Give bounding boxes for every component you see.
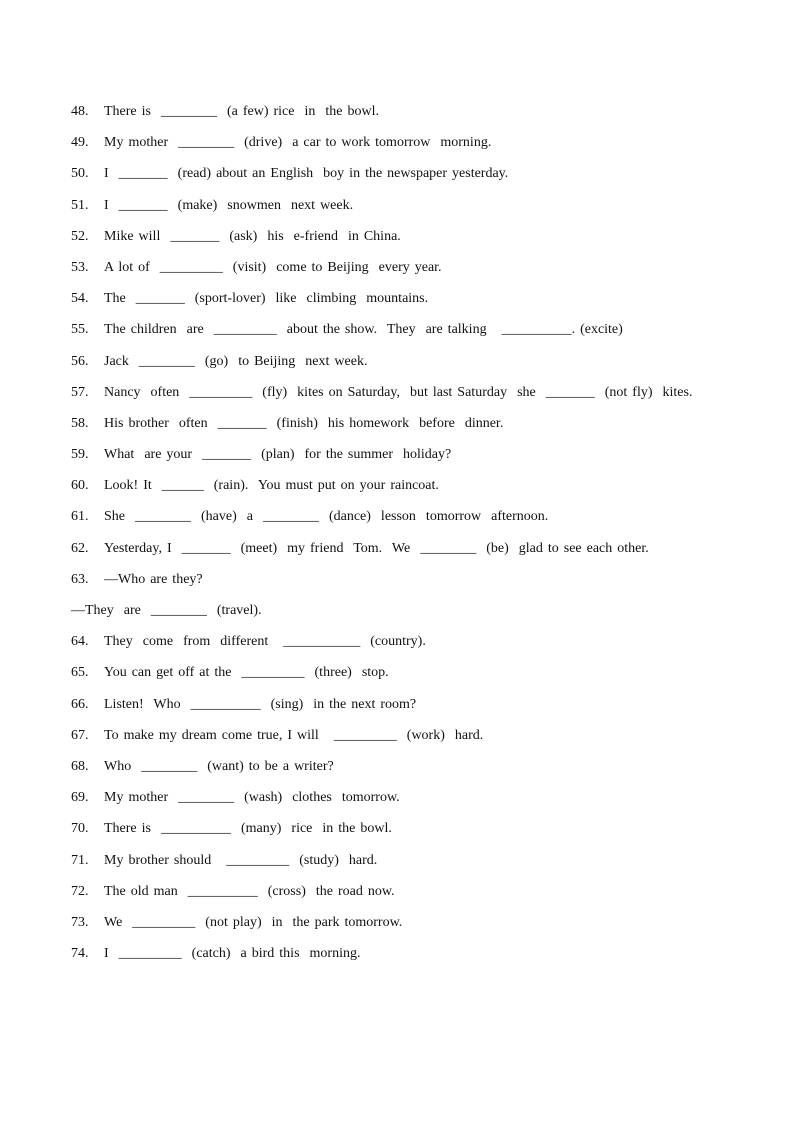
exercise-sentence: A lot of _________ (visit) come to Beijing every year. <box>104 259 442 275</box>
exercise-list <box>71 101 771 974</box>
exercise-item <box>71 195 771 226</box>
exercise-item <box>71 351 771 382</box>
exercise-item <box>71 662 771 693</box>
exercise-number: 54. <box>71 291 89 307</box>
exercise-item <box>71 787 771 818</box>
exercise-number: 61. <box>71 509 89 525</box>
exercise-item <box>71 475 771 506</box>
exercise-item <box>71 101 771 132</box>
exercise-sentence: To make my dream come true, I will _________ (work) hard. <box>104 727 484 743</box>
exercise-number: 48. <box>71 104 89 119</box>
exercise-sentence: What are your _______ (plan) for the summer holiday? <box>104 447 452 463</box>
exercise-item <box>71 818 771 849</box>
exercise-number: 73. <box>71 914 89 930</box>
exercise-sentence: Nancy often _________ (fly) kites on Saturday, but last Saturday she _______ (not fly) kites. <box>104 384 693 400</box>
exercise-item <box>71 756 771 787</box>
exercise-sentence: There is __________ (many) rice in the bowl. <box>104 821 392 837</box>
exercise-item <box>71 850 771 881</box>
exercise-sentence: She ________ (have) a ________ (dance) lesson tomorrow afternoon. <box>104 509 549 525</box>
exercise-sentence: We _________ (not play) in the park tomorrow. <box>104 914 403 930</box>
exercise-item <box>71 319 771 350</box>
exercise-sentence: Mike will _______ (ask) his e-friend in China. <box>104 228 401 244</box>
exercise-number: 69. <box>71 790 89 806</box>
exercise-number: 58. <box>71 415 89 431</box>
exercise-sentence: My mother ________ (wash) clothes tomorrow. <box>104 790 400 806</box>
exercise-number: 51. <box>71 197 89 213</box>
exercise-number: 57. <box>71 384 89 400</box>
exercise-number: 72. <box>71 883 89 899</box>
exercise-sentence: The old man __________ (cross) the road now. <box>104 883 395 899</box>
exercise-number: 64. <box>71 634 89 650</box>
exercise-sentence: His brother often _______ (finish) his homework before dinner. <box>104 415 504 431</box>
exercise-sentence: Who ________ (want) to be a writer? <box>104 758 334 774</box>
exercise-item <box>71 569 771 600</box>
exercise-number: 52. <box>71 228 89 244</box>
exercise-number: 70. <box>71 821 89 837</box>
exercise-sentence: There is ________ (a few) rice in the bowl. <box>104 104 379 119</box>
exercise-sentence: —They are ________ (travel). <box>71 603 262 618</box>
exercise-sentence: Look! It ______ (rain). You must put on your raincoat. <box>104 478 439 494</box>
exercise-number: 63. <box>71 571 89 587</box>
exercise-number: 55. <box>71 322 89 338</box>
exercise-sentence: They come from different ___________ (country). <box>104 634 426 650</box>
exercise-item <box>71 506 771 537</box>
exercise-answer-line <box>71 600 771 631</box>
exercise-item <box>71 132 771 163</box>
exercise-number: 59. <box>71 447 89 463</box>
exercise-number: 56. <box>71 353 89 369</box>
exercise-sentence: Jack ________ (go) to Beijing next week. <box>104 353 368 369</box>
exercise-sentence: I _______ (read) about an English boy in the newspaper yesterday. <box>104 166 509 182</box>
exercise-item <box>71 881 771 912</box>
exercise-item <box>71 413 771 444</box>
exercise-number: 50. <box>71 166 89 182</box>
exercise-item <box>71 943 771 974</box>
exercise-item <box>71 257 771 288</box>
exercise-item <box>71 226 771 257</box>
exercise-item <box>71 538 771 569</box>
exercise-sentence: I _______ (make) snowmen next week. <box>104 197 354 213</box>
exercise-number: 68. <box>71 758 89 774</box>
exercise-number: 67. <box>71 727 89 743</box>
exercise-sentence: The children are _________ about the show. They are talking __________. (excite) <box>104 322 623 338</box>
exercise-number: 53. <box>71 259 89 275</box>
exercise-number: 49. <box>71 135 89 151</box>
exercise-sentence: The _______ (sport-lover) like climbing mountains. <box>104 291 429 307</box>
exercise-number: 74. <box>71 946 89 962</box>
exercise-item <box>71 912 771 943</box>
exercise-item <box>71 382 771 413</box>
exercise-number: 65. <box>71 665 89 681</box>
exercise-item <box>71 163 771 194</box>
exercise-item <box>71 444 771 475</box>
exercise-sentence: I _________ (catch) a bird this morning. <box>104 946 361 962</box>
exercise-number: 60. <box>71 478 89 494</box>
exercise-item <box>71 288 771 319</box>
exercise-sentence: My brother should _________ (study) hard. <box>104 852 378 868</box>
exercise-number: 71. <box>71 852 89 868</box>
exercise-sentence: You can get off at the _________ (three) stop. <box>104 665 389 681</box>
exercise-item <box>71 631 771 662</box>
exercise-sentence: —Who are they? <box>104 571 203 587</box>
exercise-number: 62. <box>71 540 89 556</box>
exercise-item <box>71 725 771 756</box>
exercise-number: 66. <box>71 696 89 712</box>
exercise-sentence: Listen! Who __________ (sing) in the next room? <box>104 696 417 712</box>
exercise-sentence: My mother ________ (drive) a car to work tomorrow morning. <box>104 135 492 151</box>
exercise-sentence: Yesterday, I _______ (meet) my friend Tom. We ________ (be) glad to see each other. <box>104 540 649 556</box>
exercise-item <box>71 694 771 725</box>
